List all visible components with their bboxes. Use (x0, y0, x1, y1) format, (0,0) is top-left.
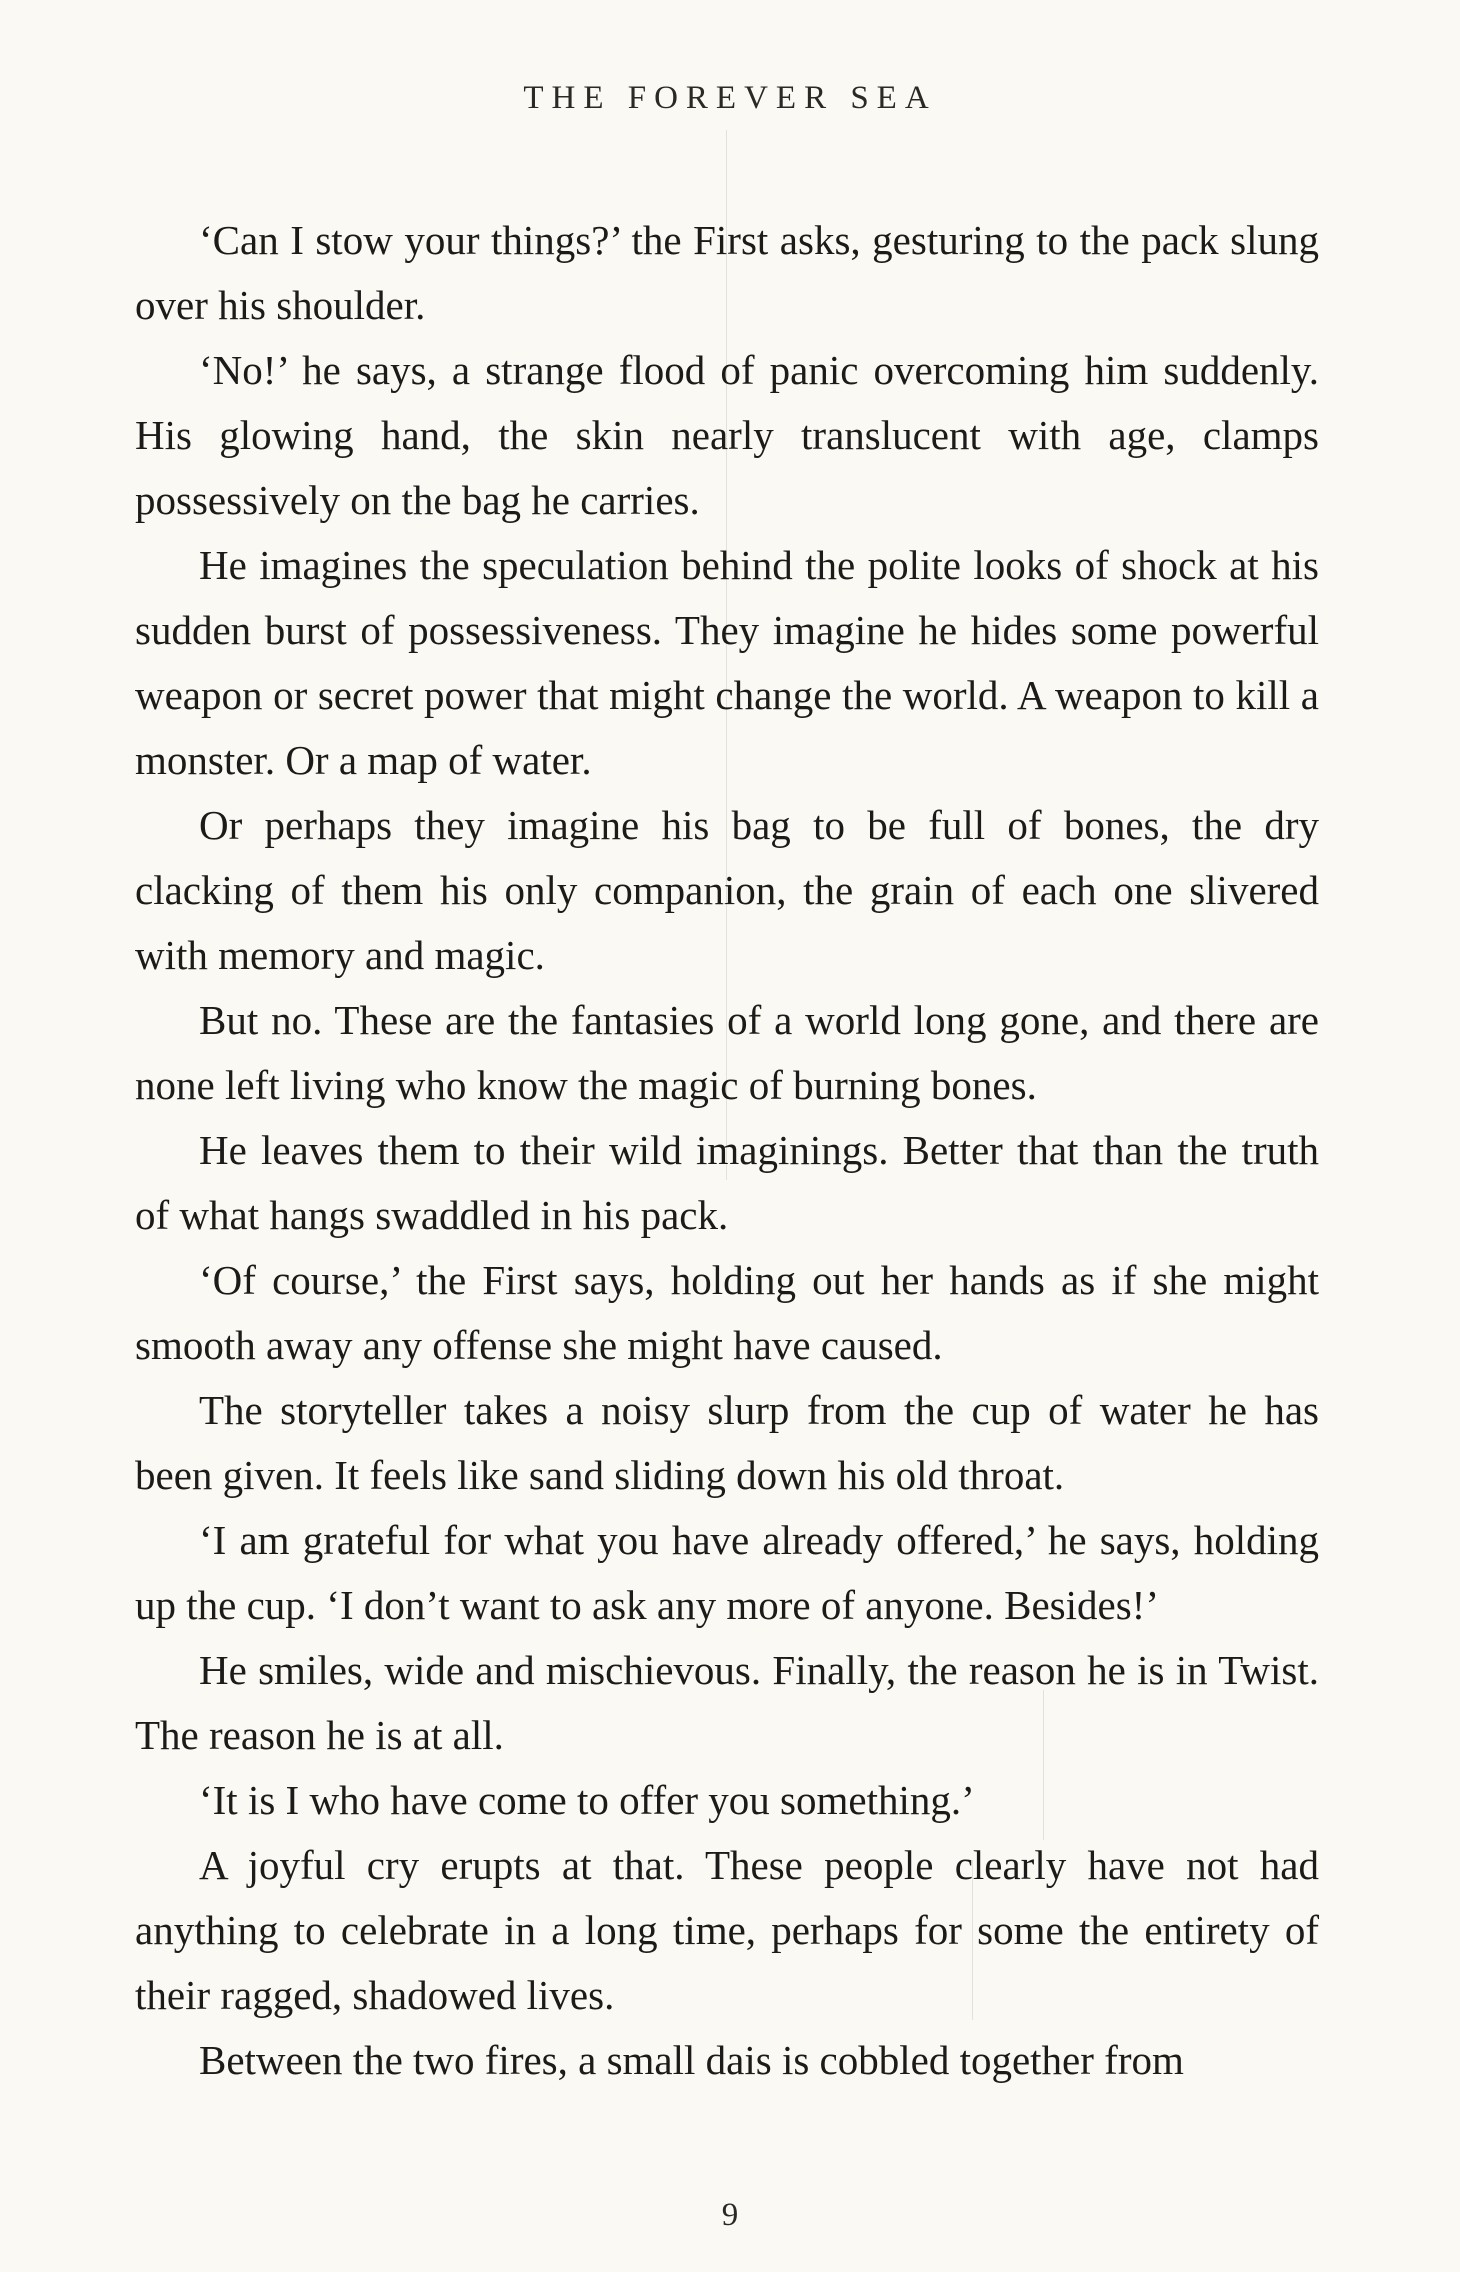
paragraph: Between the two fires, a small dais is cobbled together from (199, 2037, 1184, 2083)
running-head: THE FOREVER SEA (523, 80, 937, 116)
paragraph: The storyteller takes a noisy slurp from the cup of water he has been given. It feels like sand sliding down his old throat. (135, 1387, 1319, 1498)
paragraph: ‘Can I stow your things?’ the First asks, gesturing to the pack slung over his shoulder. (135, 217, 1319, 328)
paragraph: He leaves them to their wild imaginings. Better that than the truth of what hangs swaddled in his pack. (135, 1127, 1319, 1238)
paragraph: Or perhaps they imagine his bag to be full of bones, the dry clacking of them his only companion, the grain of each one slivered with memory and magic. (135, 802, 1319, 978)
paragraph: But no. These are the fantasies of a world long gone, and there are none left living who know the magic of burning bones. (135, 997, 1319, 1108)
paragraph: ‘Of course,’ the First says, holding out her hands as if she might smooth away any offense she might have caused. (135, 1257, 1319, 1368)
page-number: 9 (721, 2197, 739, 2233)
paragraph: ‘No!’ he says, a strange flood of panic overcoming him suddenly. His glowing hand, the skin nearly translucent with age, clamps possessively on the bag he carries. (135, 347, 1319, 523)
paragraph: ‘It is I who have come to offer you something.’ (199, 1777, 975, 1823)
paragraph: A joyful cry erupts at that. These people clearly have not had anything to celebrate in a long time, perhaps for some the entirety of their ragged, shadowed lives. (135, 1842, 1319, 2018)
paragraph: He smiles, wide and mischievous. Finally, the reason he is in Twist. The reason he is at all. (135, 1647, 1319, 1758)
body-text (135, 208, 1319, 2093)
paragraph: ‘I am grateful for what you have already offered,’ he says, holding up the cup. ‘I don’t want to ask any more of anyone. Besides!’ (135, 1517, 1319, 1628)
paragraph: He imagines the speculation behind the polite looks of shock at his sudden burst of possessiveness. They imagine he hides some powerful weapon or secret power that might change the world. A weapon to kill a monster. Or a map of water. (135, 542, 1319, 783)
